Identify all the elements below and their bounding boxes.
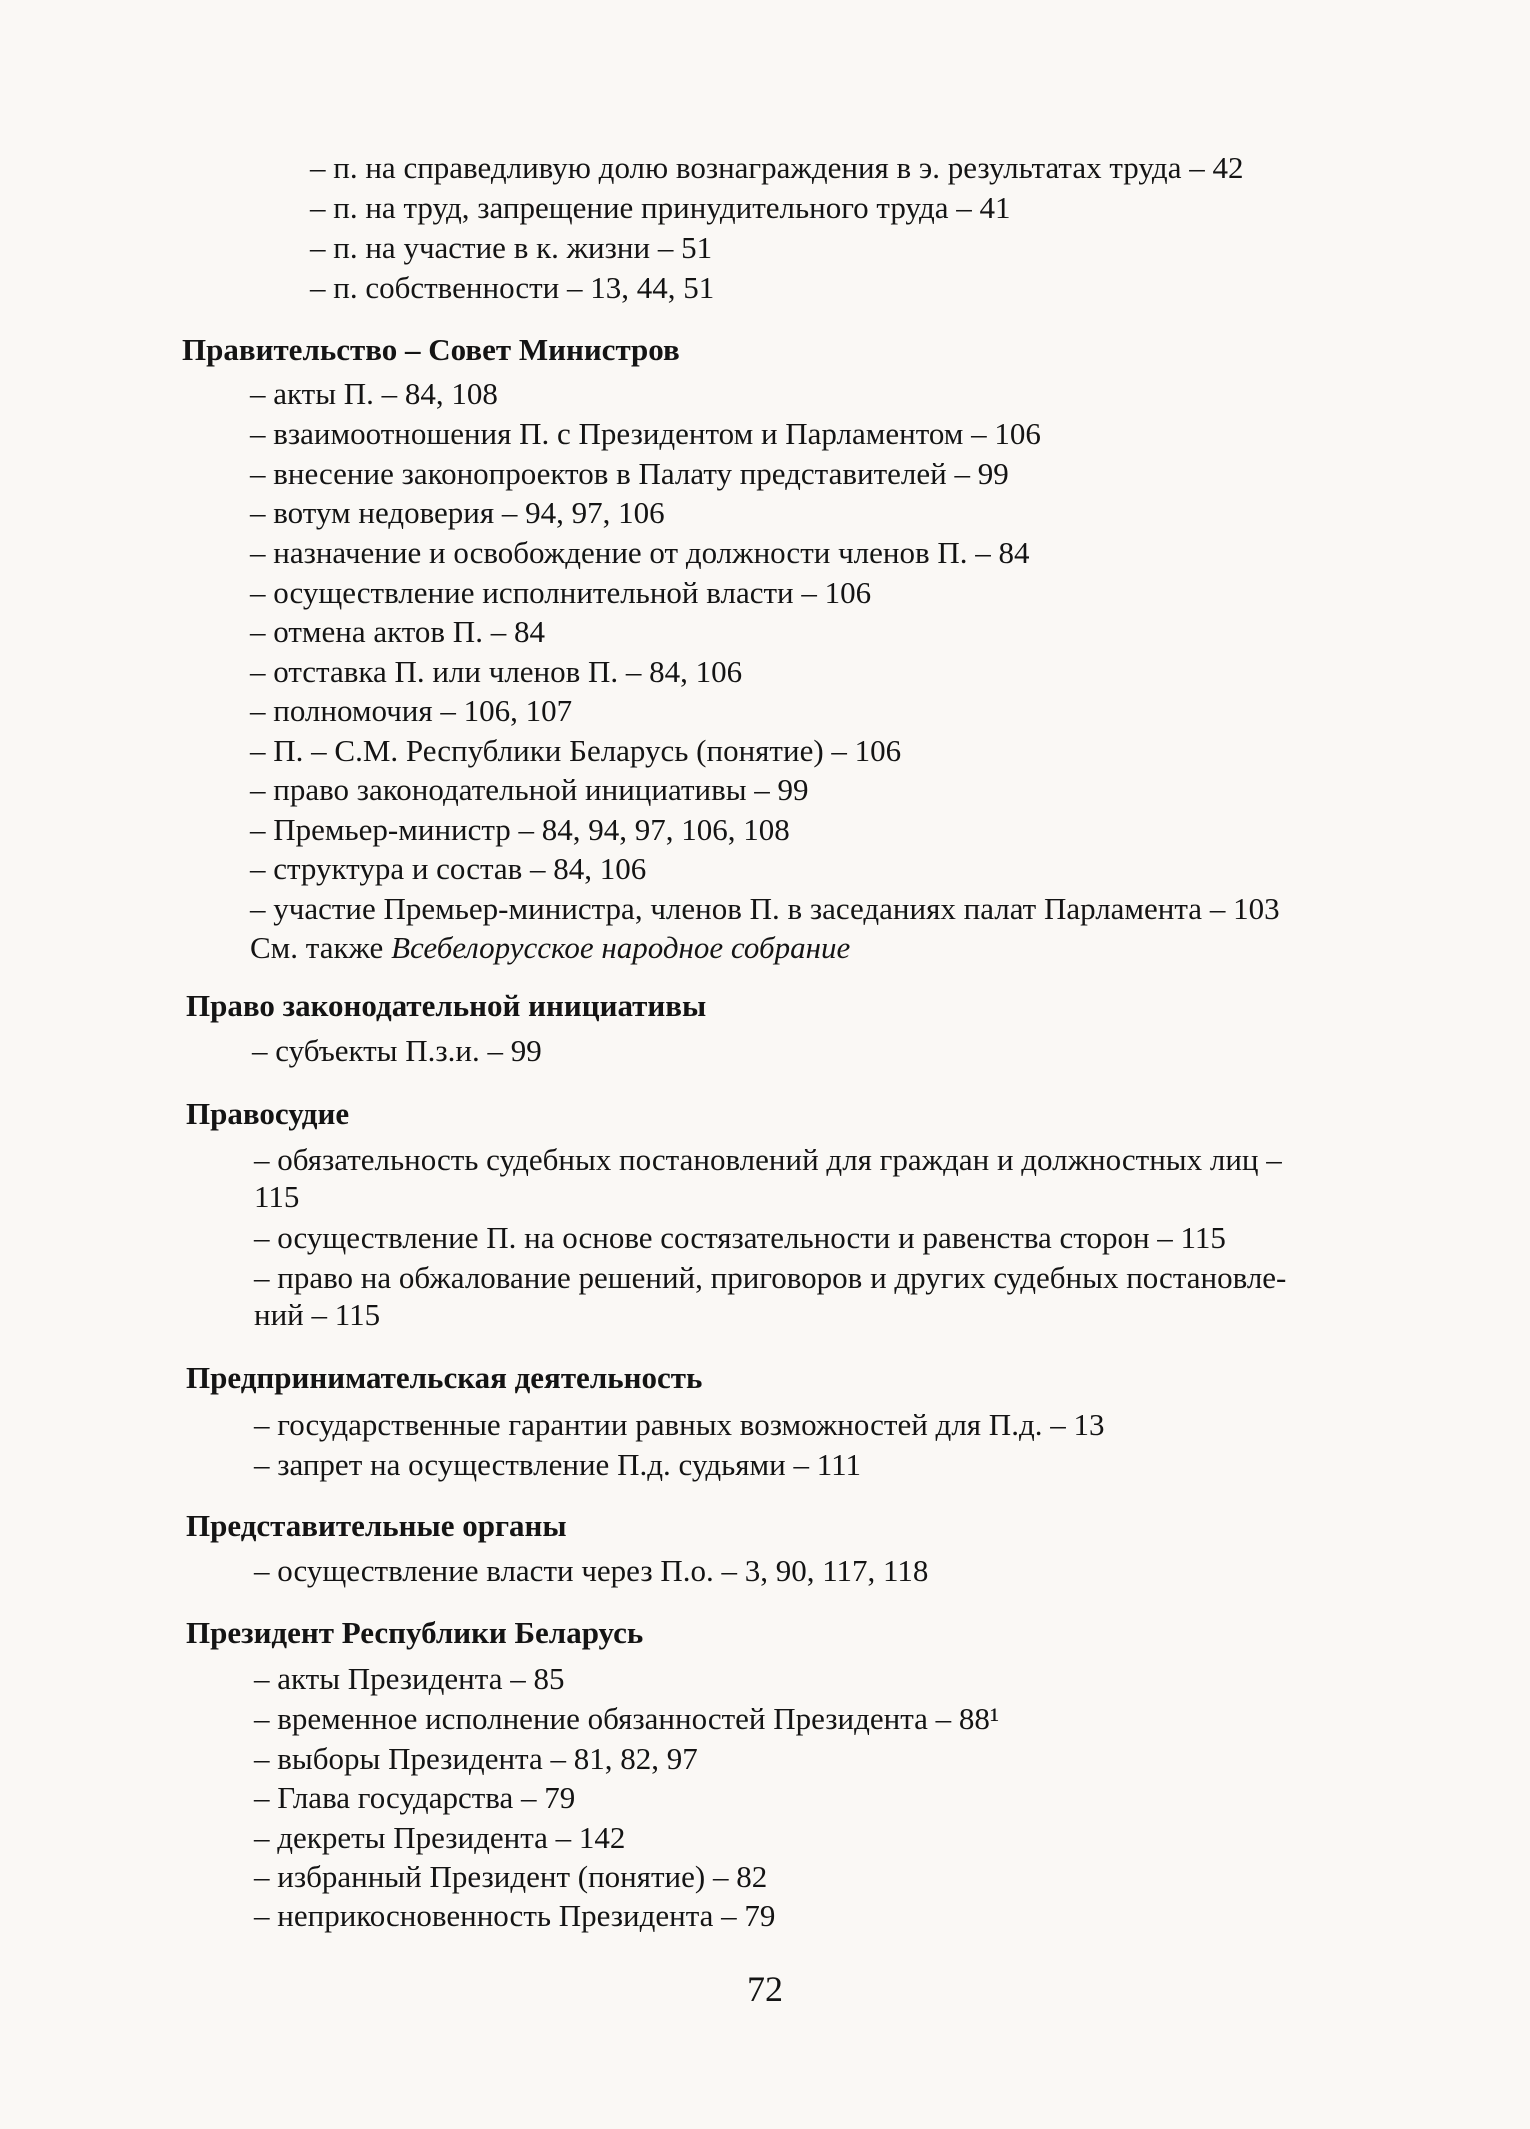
heading-government: Правительство – Совет Министров	[182, 332, 680, 367]
index-entry: – вотум недоверия – 94, 97, 106	[250, 495, 665, 530]
index-entry-continuation: 115	[254, 1179, 300, 1214]
index-entry: – неприкосновенность Президента – 79	[254, 1898, 776, 1933]
see-also-prefix: См. также	[250, 930, 384, 965]
index-entry-continuation: ний – 115	[254, 1297, 381, 1332]
heading-legislative-initiative: Право законодательной инициативы	[186, 988, 707, 1023]
index-entry: – избранный Президент (понятие) – 82	[254, 1859, 768, 1894]
index-entry: – право законодательной инициативы – 99	[250, 772, 809, 807]
index-entry: – субъекты П.з.и. – 99	[252, 1033, 542, 1068]
heading-entrepreneurship: Предпринимательская деятельность	[186, 1360, 703, 1395]
heading-representative-bodies: Представительные органы	[186, 1508, 567, 1543]
index-entry: – право на обжалование решений, приговоров и других судебных постановле-	[254, 1260, 1287, 1295]
index-entry: – п. на справедливую долю вознаграждения в э. результатах труда – 42	[310, 150, 1244, 185]
heading-justice: Правосудие	[186, 1096, 350, 1131]
index-entry: – Глава государства – 79	[254, 1780, 576, 1815]
index-entry: – П. – С.М. Республики Беларусь (понятие) – 106	[250, 733, 902, 768]
index-entry: – взаимоотношения П. с Президентом и Парламентом – 106	[250, 416, 1041, 451]
index-entry: – государственные гарантии равных возможностей для П.д. – 13	[254, 1407, 1105, 1442]
index-entry: – осуществление исполнительной власти – 106	[250, 575, 872, 610]
index-entry: – выборы Президента – 81, 82, 97	[254, 1741, 698, 1776]
index-entry: – акты П. – 84, 108	[250, 376, 498, 411]
page-number: 72	[747, 1969, 783, 2009]
index-entry: – структура и состав – 84, 106	[250, 851, 647, 886]
index-entry: – отмена актов П. – 84	[250, 614, 545, 649]
see-also	[250, 930, 850, 966]
index-entry: – осуществление П. на основе состязательности и равенства сторон – 115	[254, 1220, 1226, 1255]
index-entry: – участие Премьер-министра, членов П. в заседаниях палат Парламента – 103	[250, 891, 1280, 926]
index-entry: – назначение и освобождение от должности членов П. – 84	[250, 535, 1030, 570]
index-entry: – п. на участие в к. жизни – 51	[310, 230, 713, 265]
index-entry: – п. на труд, запрещение принудительного труда – 41	[310, 190, 1011, 225]
index-entry: – Премьер-министр – 84, 94, 97, 106, 108	[250, 812, 790, 847]
index-entry: – отставка П. или членов П. – 84, 106	[250, 654, 743, 689]
see-also-reference[interactable]: Всебелорусское народное собрание	[391, 930, 851, 965]
index-entry: – запрет на осуществление П.д. судьями – 111	[254, 1447, 861, 1482]
index-entry: – акты Президента – 85	[254, 1661, 565, 1696]
index-entry: – декреты Президента – 142	[254, 1820, 626, 1855]
index-entry: – временное исполнение обязанностей Президента – 88¹	[254, 1701, 1000, 1736]
index-entry: – полномочия – 106, 107	[250, 693, 573, 728]
index-entry: – внесение законопроектов в Палату представителей – 99	[250, 456, 1009, 491]
index-entry: – п. собственности – 13, 44, 51	[310, 270, 715, 305]
index-entry: – обязательность судебных постановлений для граждан и должностных лиц –	[254, 1142, 1282, 1177]
index-entry: – осуществление власти через П.о. – 3, 90, 117, 118	[254, 1553, 929, 1588]
heading-president: Президент Республики Беларусь	[186, 1615, 644, 1650]
